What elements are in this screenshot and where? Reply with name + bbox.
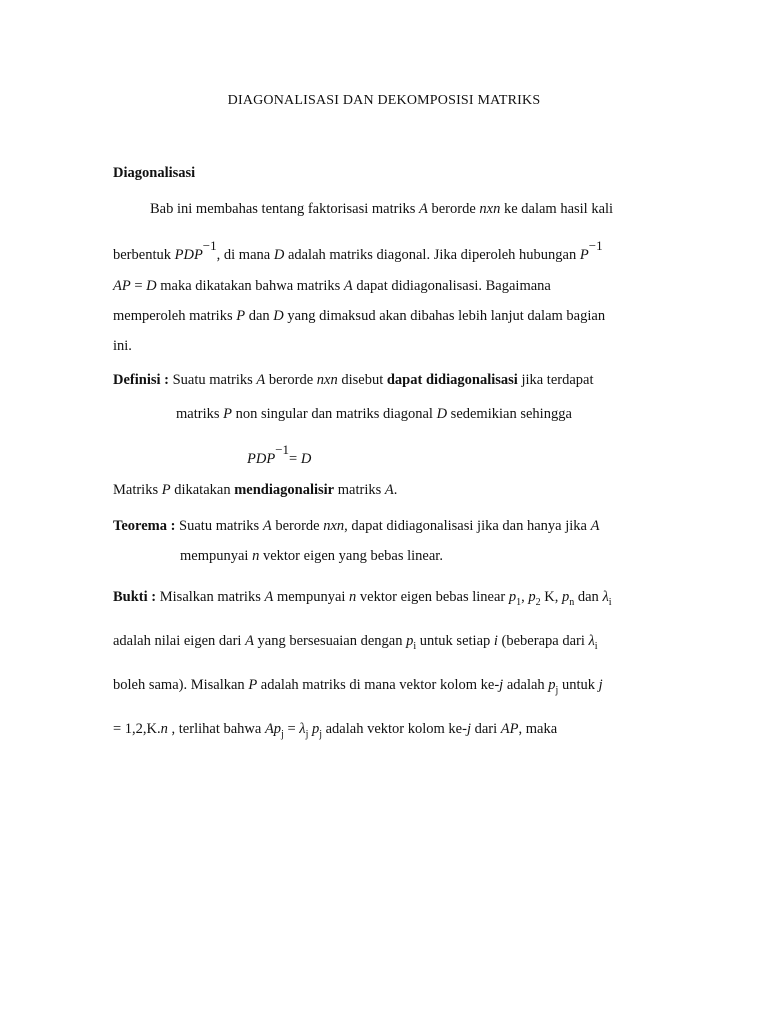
math-var: Ap <box>264 721 282 737</box>
intro-line-2 <box>113 238 603 264</box>
math-var: A <box>245 633 254 649</box>
text: non singular dan matriks diagonal <box>231 406 437 422</box>
text: boleh sama). Misalkan <box>113 677 249 693</box>
math-subscript: j <box>305 728 309 740</box>
text: adalah <box>503 677 549 693</box>
math-var: i <box>493 633 498 649</box>
text: = <box>289 451 301 467</box>
text: , terlihat bahwa <box>167 721 265 737</box>
theorem-line-2 <box>180 547 443 565</box>
text: matriks <box>334 482 385 498</box>
proof-label: Bukti : <box>113 589 157 605</box>
text: memperoleh matriks <box>113 308 237 324</box>
math-subscript: i <box>594 640 598 652</box>
math-var: D <box>273 247 285 263</box>
math-var: P <box>236 308 246 324</box>
math-var: D <box>273 308 284 324</box>
math-var: λ <box>299 721 306 737</box>
math-var: A <box>264 589 274 605</box>
math-superscript: −1 <box>202 238 217 254</box>
text: adalah vektor kolom ke- <box>322 721 467 737</box>
section-heading-text: Diagonalisasi <box>113 165 196 181</box>
math-var: λ <box>602 589 609 605</box>
math-subscript: i <box>608 596 612 608</box>
math-var: P <box>579 247 589 263</box>
intro-line-5 <box>113 337 132 355</box>
intro-line-3 <box>113 277 551 295</box>
proof-line-2 <box>113 632 598 650</box>
diagonalizer-line <box>113 481 397 499</box>
text: disebut <box>337 372 387 388</box>
bold-term: dapat didiagonalisasi <box>386 372 518 388</box>
math-var: nxn <box>323 518 345 534</box>
text: adalah matriks di mana vektor kolom ke- <box>257 677 500 693</box>
text: dikatakan <box>170 482 235 498</box>
text: = 1,2,K. <box>113 721 161 737</box>
text: berorde <box>271 518 324 534</box>
math-var: A <box>343 278 353 294</box>
bold-term: mendiagonalisir <box>234 482 335 498</box>
math-var: nxn <box>316 372 338 388</box>
math-var: P <box>223 406 232 422</box>
text: berorde <box>265 372 317 388</box>
text: Suatu matriks <box>175 518 263 534</box>
math-var: p <box>528 589 536 605</box>
text: K, <box>540 589 562 605</box>
math-subscript: j <box>319 728 322 740</box>
text: mempunyai <box>180 548 253 564</box>
math-var: j <box>598 677 603 693</box>
text: berbentuk <box>113 247 175 263</box>
text: dari <box>470 721 501 737</box>
math-var: A <box>262 518 272 534</box>
text: maka dikatakan bahwa matriks <box>156 278 344 294</box>
math-var: nxn <box>479 201 501 217</box>
text: Matriks <box>113 482 162 498</box>
math-var: p <box>548 677 556 693</box>
definition-line-1 <box>113 371 594 389</box>
math-subscript: 1 <box>516 596 522 608</box>
text: , <box>521 589 529 605</box>
math-var: A <box>590 518 600 534</box>
text: dapat didiagonalisasi. Bagaimana <box>352 278 551 294</box>
math-subscript: n <box>569 596 575 608</box>
text: = <box>130 278 147 294</box>
math-var: A <box>384 482 394 498</box>
definition-line-2 <box>176 405 572 423</box>
text: ke dalam hasil kali <box>500 201 614 217</box>
text: dan <box>245 308 274 324</box>
math-var: λ <box>588 633 595 649</box>
theorem-line-1 <box>113 517 599 535</box>
proof-line-3 <box>113 676 603 694</box>
math-var: n <box>252 548 260 564</box>
math-subscript: i <box>413 640 417 652</box>
document-title: DIAGONALISASI DAN DEKOMPOSISI MATRIKS <box>227 93 541 108</box>
text: vektor eigen bebas linear <box>356 589 509 605</box>
text: (beberapa dari <box>497 633 589 649</box>
math-var: PDP <box>247 451 276 467</box>
math-var: p <box>562 589 570 605</box>
math-superscript: −1 <box>275 442 290 458</box>
math-var: D <box>436 406 448 422</box>
intro-line-1 <box>150 200 613 218</box>
text: untuk setiap <box>416 633 494 649</box>
text: , dapat didiagonalisasi jika dan hanya jika <box>344 518 591 534</box>
text: Suatu matriks <box>168 372 257 388</box>
proof-line-1 <box>113 588 612 606</box>
math-var: p <box>308 721 320 737</box>
text: adalah matriks diagonal. Jika diperoleh hubungan <box>284 247 580 263</box>
intro-line-4 <box>113 307 605 325</box>
section-heading <box>113 164 195 182</box>
text: Misalkan matriks <box>156 589 265 605</box>
math-var: D <box>300 451 312 467</box>
text: sedemikian sehingga <box>447 406 572 422</box>
text: , maka <box>518 721 558 737</box>
math-var: P <box>161 482 171 498</box>
text: , di mana <box>216 247 274 263</box>
text: Bab ini membahas tentang faktorisasi matriks <box>150 201 419 217</box>
text: berorde <box>427 201 480 217</box>
math-var: p <box>508 589 517 605</box>
math-subscript: j <box>555 684 559 696</box>
math-var: P <box>248 677 258 693</box>
math-var: n <box>160 721 168 737</box>
math-var: n <box>349 589 357 605</box>
math-var: p <box>406 633 414 649</box>
text: mempunyai <box>273 589 350 605</box>
text: dan <box>574 589 603 605</box>
text: matriks <box>176 406 224 422</box>
theorem-label: Teorema : <box>113 518 176 534</box>
math-subscript: 2 <box>535 596 541 608</box>
math-var: D <box>146 278 157 294</box>
definition-label: Definisi : <box>113 372 169 388</box>
definition-equation <box>247 442 312 468</box>
math-subscript: j <box>281 728 284 740</box>
text: yang dimaksud akan dibahas lebih lanjut dalam bagian <box>283 308 606 324</box>
text: yang bersesuaian dengan <box>253 633 407 649</box>
text: adalah nilai eigen dari <box>113 633 246 649</box>
text: untuk <box>558 677 599 693</box>
math-var: j <box>466 721 471 737</box>
math-var: A <box>256 372 266 388</box>
proof-line-4 <box>113 720 557 738</box>
text: jika terdapat <box>517 372 594 388</box>
text: vektor eigen yang bebas linear. <box>259 548 443 564</box>
text: . <box>393 482 398 498</box>
text: ini. <box>113 338 132 354</box>
math-var: AP <box>113 278 131 294</box>
math-superscript: −1 <box>588 238 603 254</box>
math-var: j <box>499 677 504 693</box>
math-var: PDP <box>174 247 203 263</box>
math-var: A <box>419 201 428 217</box>
math-var: AP <box>500 721 519 737</box>
text: = <box>283 721 300 737</box>
